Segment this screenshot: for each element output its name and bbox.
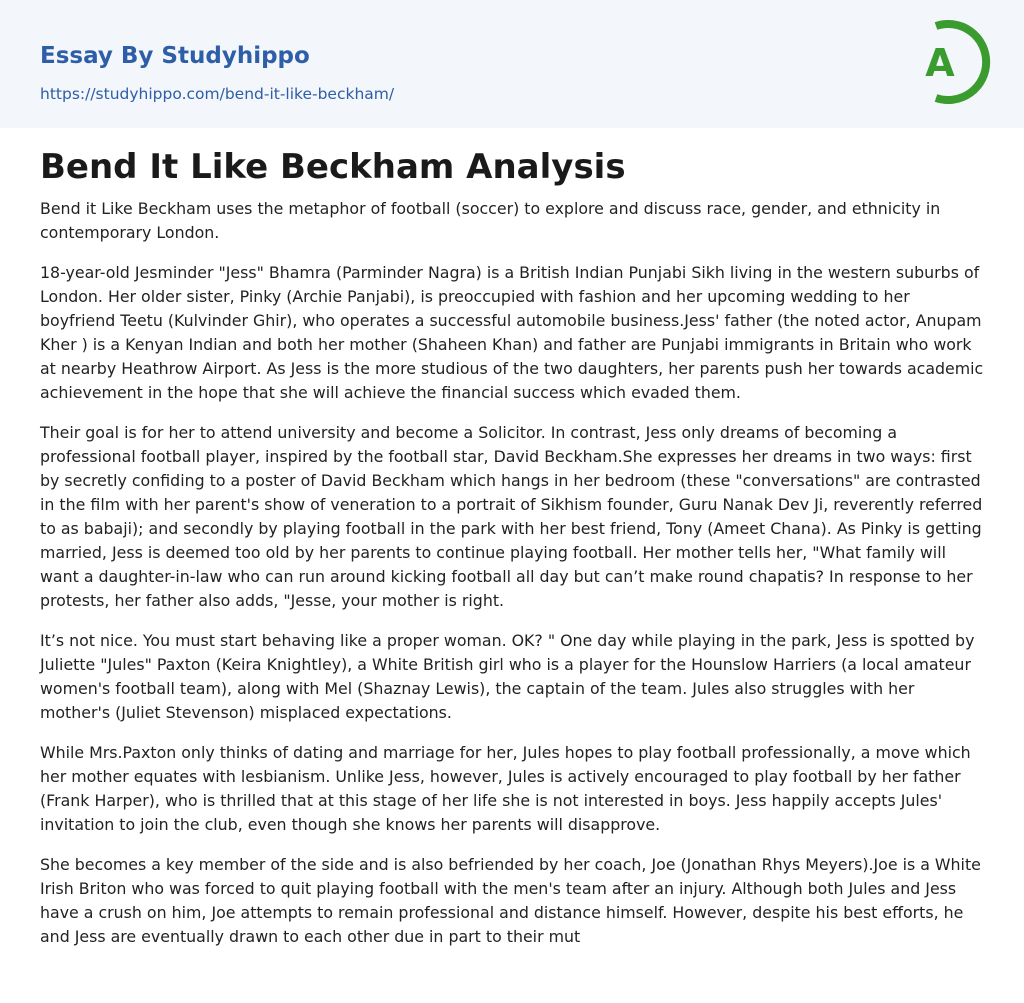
paragraph-2: 18-year-old Jesminder "Jess" Bhamra (Parminder Nagra) is a British Indian Punjabi Sikh living in the western suburbs of London. Her older sister, Pinky (Archie Panjabi), is preoccupied with fashion and her upcoming wedding to her boyfriend Teetu (Kulvinder Ghir), who operates a successful automobile business.Jess' father (the noted actor, Anupam Kher ) is a Kenyan Indian and both her mother (Shaheen Khan) and father are Punjabi immigrants in Britain who work at nearby Heathrow Airport. As Jess is the more studious of the two daughters, her parents push her towards academic achievement in the hope that she will achieve the financial success which evaded them. <box>40 263 984 402</box>
article <box>0 128 1024 949</box>
paragraph-1: Bend it Like Beckham uses the metaphor of football (soccer) to explore and discuss race, gender, and ethnicity in contemporary London. <box>40 199 941 242</box>
brand-title[interactable]: Essay By Studyhippo <box>40 43 310 69</box>
studyhippo-a-logo-icon[interactable] <box>908 16 992 108</box>
paragraph-5: While Mrs.Paxton only thinks of dating and marriage for her, Jules hopes to play football professionally, a move which her mother equates with lesbianism. Unlike Jess, however, Jules is actively encouraged to play football by her father (Frank Harper), who is thrilled that at this stage of her life she is not interested in boys. Jess happily accepts Jules' invitation to join the club, even though she knows her parents will disapprove. <box>40 743 971 834</box>
site-header <box>0 0 1024 128</box>
paragraph-3: Their goal is for her to attend university and become a Solicitor. In contrast, Jess only dreams of becoming a professional football player, inspired by the football star, David Beckham.She expresses her dreams in two ways: first by secretly confiding to a poster of David Beckham which hangs in her bedroom (these "conversations" are contrasted in the film with her parent's show of veneration to a portrait of Sikhism founder, Guru Nanak Dev Ji, reverently referred to as babaji); and secondly by playing football in the park with her best friend, Tony (Ameet Chana). As Pinky is getting married, Jess is deemed too old by her parents to continue playing football. Her mother tells her, "What family will want a daughter-in-law who can run around kicking football all day but can’t make round chapatis? In response to her protests, her father also adds, "Jesse, your mother is right. <box>40 423 983 610</box>
logo-letter: A <box>925 41 955 85</box>
source-url-link[interactable]: https://studyhippo.com/bend-it-like-beckham/ <box>40 85 395 103</box>
paragraph-6: She becomes a key member of the side and is also befriended by her coach, Joe (Jonathan Rhys Meyers).Joe is a White Irish Briton who was forced to quit playing football with the men's team after an injury. Although both Jules and Jess have a crush on him, Joe attempts to remain professional and distance himself. However, despite his best efforts, he and Jess are eventually drawn to each other due in part to their mut <box>40 855 981 946</box>
essay-title: Bend It Like Beckham Analysis <box>40 147 626 187</box>
paragraph-4: It’s not nice. You must start behaving like a proper woman. OK? " One day while playing in the park, Jess is spotted by Juliette "Jules" Paxton (Keira Knightley), a White British girl who is a player for the Hounslow Harriers (a local amateur women's football team), along with Mel (Shaznay Lewis), the captain of the team. Jules also struggles with her mother's (Juliet Stevenson) misplaced expectations. <box>40 631 975 722</box>
